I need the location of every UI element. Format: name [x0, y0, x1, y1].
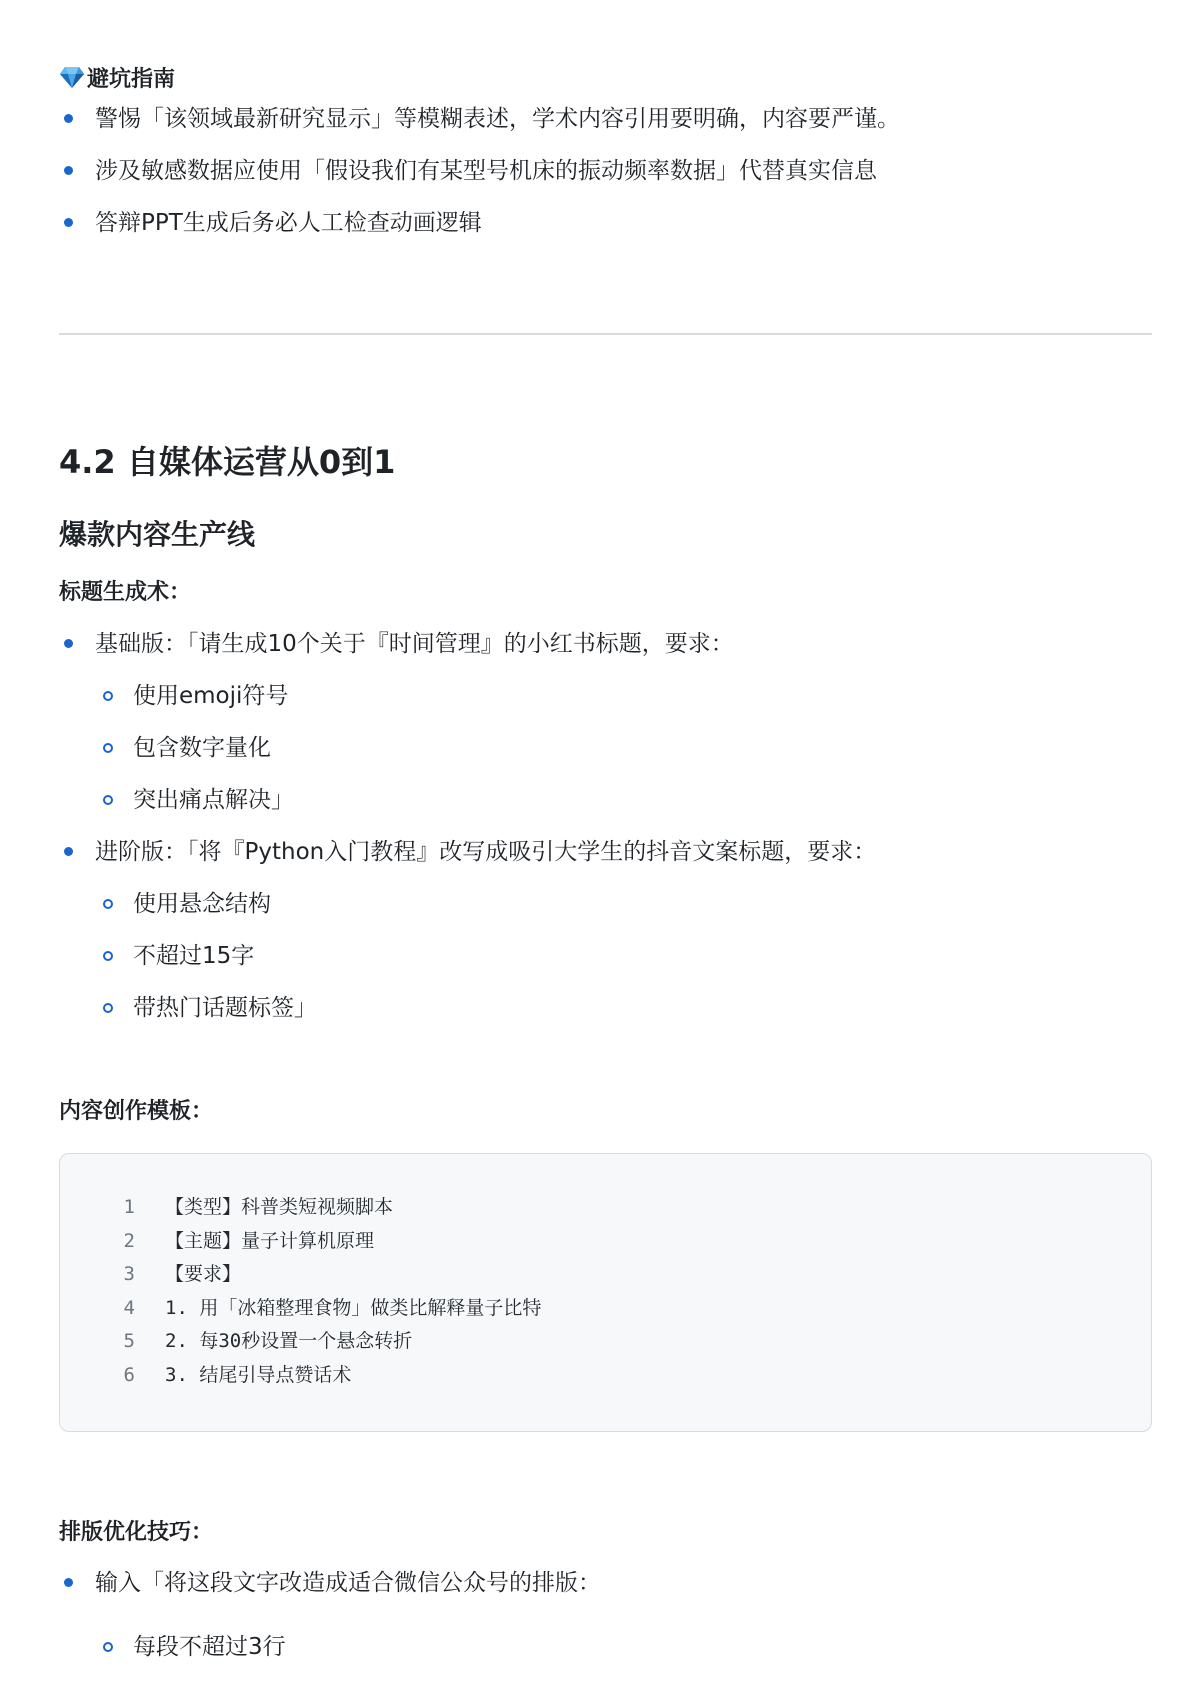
bullet-dot: [64, 1578, 73, 1587]
sub-list-item-text: 带热门话题标签」: [133, 995, 317, 1021]
code-text: 3. 结尾引导点赞话术: [165, 1363, 352, 1386]
title-gen-heading: 标题生成术：: [59, 580, 192, 605]
list-item-text: 基础版：「请生成10个关于『时间管理』的小红书标题，要求：: [95, 631, 734, 657]
subsection-heading: 爆款内容生产线: [59, 518, 256, 551]
sub-bullet-dot: [103, 951, 113, 961]
list-item: [59, 628, 876, 680]
code-line: [60, 1359, 352, 1393]
line-number: 5: [123, 1330, 135, 1352]
sub-list-item-text: 不超过15字: [133, 943, 255, 969]
layout-tips-heading: 排版优化技巧：: [59, 1520, 214, 1545]
line-number: 2: [123, 1229, 135, 1252]
code-lines: [60, 1191, 542, 1392]
sub-bullet-dot: [103, 743, 113, 753]
sub-bullet-dot: [103, 795, 113, 805]
pitfall-list: [59, 103, 900, 259]
code-text: 【类型】科普类短视频脚本: [165, 1196, 394, 1218]
list-item-text: 输入「将这段文字改造成适合微信公众号的排版：: [95, 1570, 601, 1596]
list-item: [59, 207, 900, 259]
sub-list-item: [59, 1631, 601, 1683]
sub-bullet-dot: [103, 1003, 113, 1013]
list-item: [59, 103, 900, 155]
code-line: [60, 1292, 542, 1326]
sub-list-item: [59, 732, 876, 784]
template-heading: 内容创作模板：: [59, 1099, 214, 1124]
code-line: [60, 1191, 394, 1225]
bullet-dot: [64, 847, 73, 856]
code-line: [60, 1225, 375, 1259]
line-number: 4: [123, 1296, 135, 1319]
code-line: [60, 1325, 413, 1359]
code-line: [60, 1258, 242, 1292]
sub-list-item: [59, 940, 876, 992]
code-text: 【主题】量子计算机原理: [165, 1229, 375, 1252]
code-text: 1. 用「冰箱整理食物」做类比解释量子比特: [165, 1296, 542, 1319]
code-text: 2. 每30秒设置一个悬念转折: [165, 1330, 413, 1352]
list-item-text: 涉及敏感数据应使用「假设我们有某型号机床的振动频率数据」代替真实信息: [95, 158, 877, 184]
line-number: 6: [123, 1363, 135, 1386]
sub-bullet-dot: [103, 1642, 113, 1652]
line-number: 3: [123, 1263, 135, 1285]
code-text: 【要求】: [165, 1263, 242, 1285]
list-item-text: 答辩PPT生成后务必人工检查动画逻辑: [95, 210, 482, 236]
bullet-dot: [64, 639, 73, 648]
sub-list-item: [59, 680, 876, 732]
sub-list-item-text: 突出痛点解决」: [133, 787, 294, 813]
sub-list-item: [59, 888, 876, 940]
list-item-text: 进阶版：「将『Python入门教程』改写成吸引大学生的抖音文案标题，要求：: [95, 839, 877, 865]
bullet-dot: [64, 166, 73, 175]
sub-list-item: [59, 992, 876, 1044]
section-divider: [59, 333, 1152, 335]
section-heading: 4.2 自媒体运营从0到1: [59, 443, 396, 481]
title-gen-list: [59, 628, 876, 1044]
layout-tips-list: [59, 1567, 601, 1683]
gem-icon: [59, 64, 85, 90]
pitfall-heading: [59, 62, 175, 92]
sub-list-item-text: 包含数字量化: [133, 735, 271, 761]
bullet-dot: [64, 114, 73, 123]
bullet-dot: [64, 218, 73, 227]
pitfall-title: 避坑指南: [87, 66, 176, 92]
sub-bullet-dot: [103, 691, 113, 701]
list-item: [59, 155, 900, 207]
list-item-text: 警惕「该领域最新研究显示」等模糊表述，学术内容引用要明确，内容要严谨。: [95, 106, 900, 132]
line-number: 1: [123, 1196, 135, 1218]
code-block[interactable]: [59, 1153, 1152, 1432]
sub-list-item: [59, 784, 876, 836]
sub-bullet-dot: [103, 899, 113, 909]
list-item: [59, 1567, 601, 1619]
sub-list-item-text: 使用emoji符号: [133, 683, 289, 709]
sub-list-item-text: 使用悬念结构: [133, 891, 271, 917]
sub-list-item-text: 每段不超过3行: [133, 1634, 286, 1660]
list-item: [59, 836, 876, 888]
